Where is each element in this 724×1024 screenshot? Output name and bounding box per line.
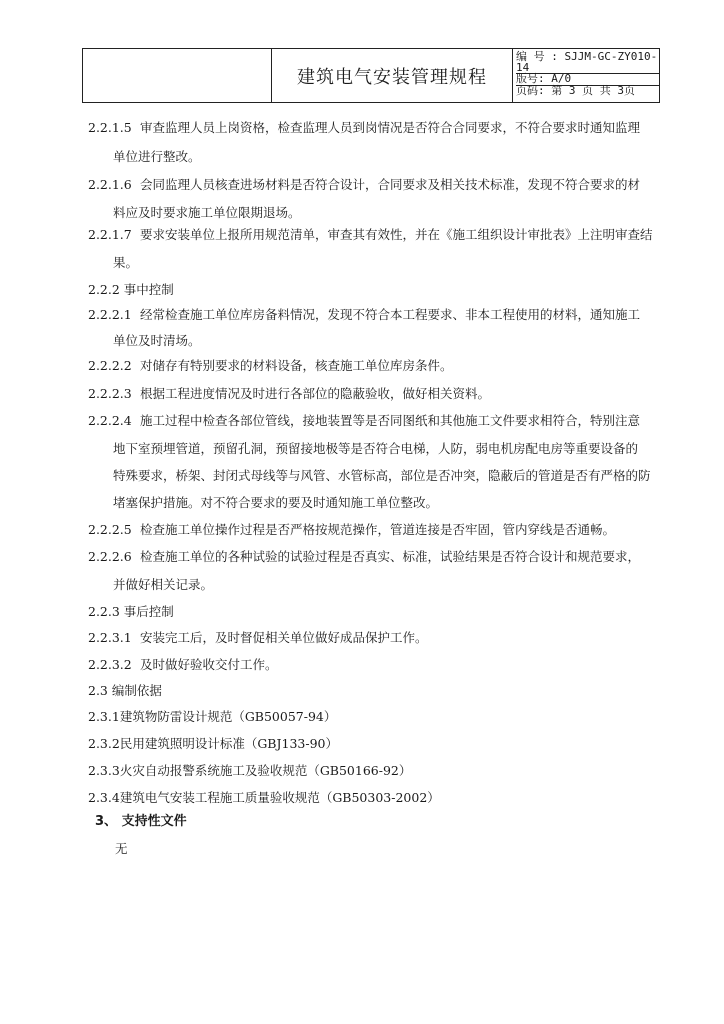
document-header — [82, 48, 660, 103]
clause-line: 2.2.1.7 要求安装单位上报所用规范清单，审查其有效性，并在《施工组织设计审批表》上注明审查结 — [88, 227, 653, 242]
clause-line: 2.2.1.6 会同监理人员核查进场材料是否符合设计，合同要求及相关技术标准，发现不符合要求的材 — [88, 177, 641, 192]
document-meta — [513, 49, 659, 102]
document-code: 编 号 : SJJM-GC-ZY010- — [516, 50, 658, 63]
document-code-cont: 14 — [516, 63, 659, 75]
clause-line: 2.2.2.6 检查施工单位的各种试验的试验过程是否真实、标准，试验结果是否符合设计和规范要求， — [88, 549, 641, 564]
clause-line: 单位进行整改。 — [113, 149, 201, 164]
clause-line: 2.2.1.5 审查监理人员上岗资格，检查监理人员到岗情况是否符合合同要求，不符合要求时通知监理 — [88, 120, 641, 135]
document-title: 建筑电气安装管理规程 — [272, 49, 513, 102]
header-logo-cell — [83, 49, 272, 102]
clause-line: 单位及时清场。 — [113, 333, 201, 348]
reference-line: 2.3.4建筑电气安装工程施工质量验收规范（GB50303-2002） — [88, 790, 440, 805]
clause-line: 2.2.3.2 及时做好验收交付工作。 — [88, 657, 278, 672]
clause-line: 2.2.2.4 施工过程中检查各部位管线，接地装置等是否同图纸和其他施工文件要求相符合，特别注意 — [88, 413, 641, 428]
clause-line: 2.2.2.1 经常检查施工单位库房备料情况，发现不符合本工程要求、非本工程使用的材料，通知施工 — [88, 307, 641, 322]
section-heading: 2.2.2 事中控制 — [88, 282, 174, 297]
section-heading: 2.3 编制依据 — [88, 683, 162, 698]
document-version: 版号: A/0 — [516, 74, 659, 86]
clause-line: 料应及时要求施工单位限期退场。 — [113, 205, 301, 220]
reference-line: 2.3.2民用建筑照明设计标准（GBJ133-90） — [88, 736, 338, 751]
clause-line: 果。 — [113, 255, 139, 270]
clause-line: 无 — [115, 841, 128, 856]
clause-line: 堵塞保护措施。对不符合要求的要及时通知施工单位整改。 — [113, 495, 439, 510]
clause-line: 2.2.2.3 根据工程进度情况及时进行各部位的隐蔽验收，做好相关资料。 — [88, 386, 491, 401]
clause-line: 特殊要求，桥架、封闭式母线等与风管、水管标高，部位是否冲突，隐蔽后的管道是否有严格的防 — [113, 468, 651, 483]
reference-line: 2.3.1建筑物防雷设计规范（GB50057-94） — [88, 709, 337, 724]
clause-line: 并做好相关记录。 — [113, 577, 214, 592]
reference-line: 2.3.3火灾自动报警系统施工及验收规范（GB50166-92） — [88, 763, 412, 778]
section-heading-bold: 3、 支持性文件 — [95, 814, 187, 829]
clause-line: 2.2.3.1 安装完工后，及时督促相关单位做好成品保护工作。 — [88, 630, 428, 645]
clause-line: 2.2.2.5 检查施工单位操作过程是否严格按规范操作，管道连接是否牢固，管内穿线是否通畅。 — [88, 522, 616, 537]
clause-line: 2.2.2.2 对储存有特别要求的材料设备，核查施工单位库房条件。 — [88, 358, 453, 373]
section-heading: 2.2.3 事后控制 — [88, 604, 174, 619]
clause-line: 地下室预埋管道，预留孔洞，预留接地极等是否符合电梯，人防，弱电机房配电房等重要设备的 — [113, 441, 639, 456]
document-page: 页码: 第 3 页 共 3页 — [516, 83, 635, 97]
